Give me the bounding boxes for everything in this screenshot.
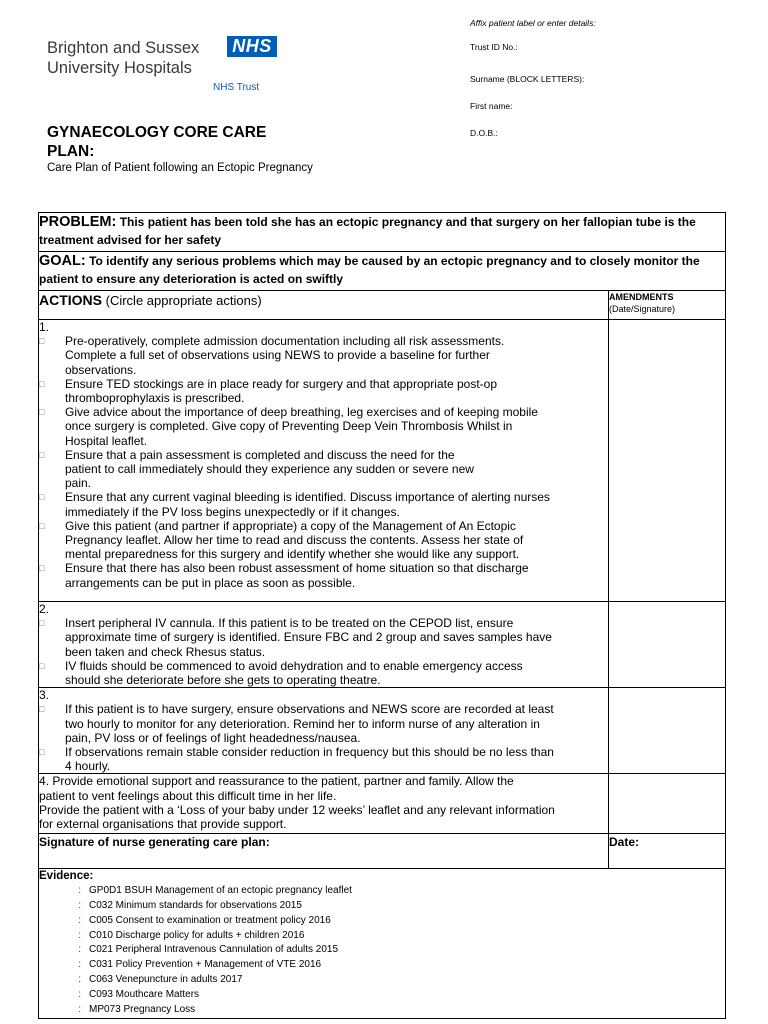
bullet-spacer	[39, 717, 65, 731]
evidence-text: MP073 Pregnancy Loss	[89, 1003, 196, 1015]
section-3-actions	[39, 688, 609, 774]
section-4-line: 4. Provide emotional support and reassurance to the patient, partner and family. Allow the	[39, 774, 514, 789]
action-text: immediately if the PV loss begins unexpectedly or if it changes.	[65, 504, 400, 519]
action-text: Ensure that any current vaginal bleeding is identified. Discuss importance of alerting nurses	[65, 490, 550, 505]
section-2-actions	[39, 602, 609, 688]
bullet-spacer	[39, 462, 65, 476]
section-4-line: for external organisations that provide support.	[39, 817, 287, 832]
evidence-item	[39, 943, 725, 958]
checkbox-bullet-icon[interactable]: □	[39, 378, 45, 389]
action-line	[39, 519, 608, 533]
action-text: 4 hourly.	[65, 759, 111, 774]
section-1-amendments[interactable]	[609, 320, 726, 602]
evidence-bullet-icon: :	[78, 929, 81, 941]
section-1-actions	[39, 320, 609, 602]
section-row	[39, 320, 726, 602]
action-line	[39, 448, 608, 462]
actions-note: (Circle appropriate actions)	[105, 293, 262, 308]
care-plan-table	[38, 212, 726, 1019]
evidence-bullet-icon: :	[78, 885, 81, 897]
action-line	[39, 419, 608, 433]
date-label: Date:	[609, 835, 640, 850]
trust-id-field[interactable]: Trust ID No.:	[470, 42, 518, 52]
action-line	[39, 576, 608, 590]
nhs-trust-label: NHS Trust	[213, 82, 260, 93]
action-text: Pre-operatively, complete admission documentation including all risk assessments.	[65, 334, 505, 349]
section-row	[39, 602, 726, 688]
bullet-spacer	[39, 645, 65, 659]
evidence-item	[39, 899, 725, 914]
evidence-text: C093 Mouthcare Matters	[89, 988, 200, 1000]
actions-label: ACTIONS	[39, 292, 102, 308]
section-4-amendments[interactable]	[609, 774, 726, 834]
checkbox-bullet-icon[interactable]: □	[39, 449, 45, 460]
evidence-bullet-icon: :	[78, 900, 81, 912]
action-text: Hospital leaflet.	[65, 433, 148, 448]
action-text: arrangements can be put in place as soon as possible.	[65, 575, 356, 590]
evidence-item	[39, 1003, 725, 1018]
section-row	[39, 688, 726, 774]
logo-text	[47, 38, 199, 78]
action-text: thromboprophylaxis is prescribed.	[65, 391, 245, 406]
action-line	[39, 490, 608, 504]
first-name-field[interactable]: First name:	[470, 101, 513, 111]
amendments-title: AMENDMENTS	[609, 292, 674, 302]
section-number: 1.	[39, 320, 50, 334]
action-line	[39, 505, 608, 519]
action-line	[39, 673, 608, 687]
section-4-line: Provide the patient with a ‘Loss of your baby under 12 weeks’ leaflet and any relevant information	[39, 802, 555, 817]
evidence-bullet-icon: :	[78, 959, 81, 971]
action-text: pain.	[65, 476, 92, 491]
amendments-subtitle: (Date/Signature)	[609, 304, 676, 314]
section-4-line: patient to vent feelings about this difficult time in her life.	[39, 788, 337, 803]
signature-cell[interactable]	[39, 834, 609, 869]
evidence-text: C005 Consent to examination or treatment policy 2016	[89, 914, 331, 926]
action-text: observations.	[65, 362, 137, 377]
evidence-title: Evidence:	[39, 870, 94, 883]
bullet-spacer	[39, 759, 65, 773]
action-text: If observations remain stable consider reduction in frequency but this should be no less than	[65, 745, 554, 760]
action-text: Insert peripheral IV cannula. If this patient is to be treated on the CEPOD list, ensure	[65, 616, 514, 631]
checkbox-bullet-icon[interactable]: □	[39, 520, 45, 531]
evidence-text: GP0D1 BSUH Management of an ectopic pregnancy leaflet	[89, 885, 352, 897]
bullet-spacer	[39, 476, 65, 490]
section-number: 3.	[39, 688, 50, 703]
action-line	[39, 462, 608, 476]
bullet-spacer	[39, 731, 65, 745]
bullet-spacer	[39, 533, 65, 547]
patient-details-heading: Affix patient label or enter details:	[470, 18, 596, 28]
evidence-bullet-icon: :	[78, 1003, 81, 1015]
section-number: 2.	[39, 602, 50, 616]
evidence-section	[39, 869, 726, 1019]
action-line	[39, 391, 608, 405]
evidence-text: C032 Minimum standards for observations 2015	[89, 900, 302, 912]
action-text: Ensure that a pain assessment is completed and discuss the need for the	[65, 447, 455, 462]
logo-line-1: Brighton and Sussex	[47, 39, 200, 57]
date-cell[interactable]	[609, 834, 726, 869]
nhs-badge: NHS	[227, 36, 277, 57]
bullet-spacer	[39, 348, 65, 362]
goal-label: GOAL:	[39, 253, 86, 269]
action-line	[39, 561, 608, 575]
action-text: approximate time of surgery is identified. Ensure FBC and 2 group and saves samples have	[65, 630, 552, 645]
action-text: Give this patient (and partner if appropriate) a copy of the Management of An Ectopic	[65, 518, 516, 533]
goal-text: To identify any serious problems which may be caused by an ectopic pregnancy and to closely monitor the patient to ensure any deterioration is acted on swiftly	[39, 254, 700, 286]
action-text: IV fluids should be commenced to avoid dehydration and to enable emergency access	[65, 658, 523, 673]
action-text: should she deteriorate before she gets to operating theatre.	[65, 673, 381, 688]
evidence-item	[39, 884, 725, 899]
evidence-item	[39, 973, 725, 988]
action-text: mental preparedness for this surgery and identify whether she would like any support.	[65, 547, 520, 562]
problem-row	[39, 213, 726, 252]
actions-header	[39, 291, 609, 320]
bullet-spacer	[39, 419, 65, 433]
bullet-spacer	[39, 434, 65, 448]
action-text: once surgery is completed. Give copy of Preventing Deep Vein Thrombosis Whilst in	[65, 419, 513, 434]
evidence-item	[39, 929, 725, 944]
action-text: patient to call immediately should they experience any sudden or severe new	[65, 462, 474, 477]
checkbox-bullet-icon[interactable]: □	[39, 618, 45, 629]
bullet-spacer	[39, 547, 65, 561]
goal-row	[39, 252, 726, 291]
evidence-item	[39, 914, 725, 929]
evidence-item	[39, 958, 725, 973]
evidence-text: C031 Policy Prevention + Management of VTE 2016	[89, 959, 322, 971]
checkbox-bullet-icon[interactable]: □	[39, 704, 45, 715]
action-line	[39, 377, 608, 391]
checkbox-bullet-icon[interactable]: □	[39, 492, 45, 503]
dob-field[interactable]: D.O.B.:	[470, 128, 498, 138]
action-text: pain, PV loss or of feelings of light headedness/nausea.	[65, 730, 361, 745]
checkbox-bullet-icon[interactable]: □	[39, 747, 45, 758]
title-line-1: GYNAECOLOGY CORE CARE	[47, 124, 267, 141]
surname-field[interactable]: Surname (BLOCK LETTERS):	[470, 74, 585, 84]
action-text: Complete a full set of observations using NEWS to provide a baseline for further	[65, 348, 490, 363]
evidence-text: C063 Venepuncture in adults 2017	[89, 974, 243, 986]
evidence-text: C010 Discharge policy for adults + children 2016	[89, 929, 305, 941]
amendments-header	[609, 291, 726, 320]
action-line	[39, 476, 608, 490]
action-line	[39, 363, 608, 377]
evidence-bullet-icon: :	[78, 914, 81, 926]
title-line-2: PLAN:	[47, 143, 95, 160]
signature-label: Signature of nurse generating care plan:	[39, 835, 270, 850]
bullet-spacer	[39, 673, 65, 687]
action-line	[39, 616, 608, 630]
evidence-item	[39, 988, 725, 1003]
action-text: If this patient is to have surgery, ensure observations and NEWS score are recorded at least	[65, 702, 554, 717]
action-text: Ensure that there has also been robust assessment of home situation so that discharge	[65, 561, 529, 576]
section-2-amendments[interactable]	[609, 602, 726, 688]
bullet-spacer	[39, 391, 65, 405]
action-line	[39, 434, 608, 448]
action-line	[39, 348, 608, 362]
action-text: two hourly to monitor for any deterioration. Remind her to inform nurse of any alteration in	[65, 716, 540, 731]
action-text: Give advice about the importance of deep breathing, leg exercises and of keeping mobile	[65, 405, 538, 420]
action-line	[39, 533, 608, 547]
patient-details	[470, 18, 750, 138]
action-line	[39, 334, 608, 348]
evidence-bullet-icon: :	[78, 988, 81, 1000]
bullet-spacer	[39, 576, 65, 590]
bullet-spacer	[39, 363, 65, 377]
action-line	[39, 717, 608, 731]
action-line	[39, 745, 608, 759]
action-line	[39, 659, 608, 673]
action-line	[39, 547, 608, 561]
problem-label: PROBLEM:	[39, 214, 117, 230]
hospital-logo	[47, 36, 287, 96]
checkbox-bullet-icon[interactable]: □	[39, 660, 45, 671]
action-line	[39, 405, 608, 419]
section-3-amendments[interactable]	[609, 688, 726, 774]
evidence-bullet-icon: :	[78, 944, 81, 956]
action-line	[39, 731, 608, 745]
logo-line-2: University Hospitals	[47, 59, 192, 77]
bullet-spacer	[39, 505, 65, 519]
checkbox-bullet-icon[interactable]: □	[39, 563, 45, 574]
action-line	[39, 645, 608, 659]
document-title	[47, 123, 327, 161]
evidence-bullet-icon: :	[78, 974, 81, 986]
action-line	[39, 702, 608, 716]
action-line	[39, 630, 608, 644]
section-4-actions	[39, 774, 609, 834]
checkbox-bullet-icon[interactable]: □	[39, 336, 45, 347]
action-text: Pregnancy leaflet. Allow her time to read and discuss the contents. Assess her state of	[65, 533, 524, 548]
section-row	[39, 774, 726, 834]
action-line	[39, 759, 608, 773]
action-text: been taken and check Rhesus status.	[65, 644, 266, 659]
evidence-text: C021 Peripheral Intravenous Cannulation of adults 2015	[89, 944, 339, 956]
problem-text: This patient has been told she has an ectopic pregnancy and that surgery on her fallopian tube is the treatment advised for her safety	[39, 215, 696, 247]
document-subtitle: Care Plan of Patient following an Ectopic Pregnancy	[47, 162, 313, 174]
checkbox-bullet-icon[interactable]: □	[39, 407, 45, 418]
bullet-spacer	[39, 630, 65, 644]
action-text: Ensure TED stockings are in place ready for surgery and that appropriate post-op	[65, 376, 498, 391]
